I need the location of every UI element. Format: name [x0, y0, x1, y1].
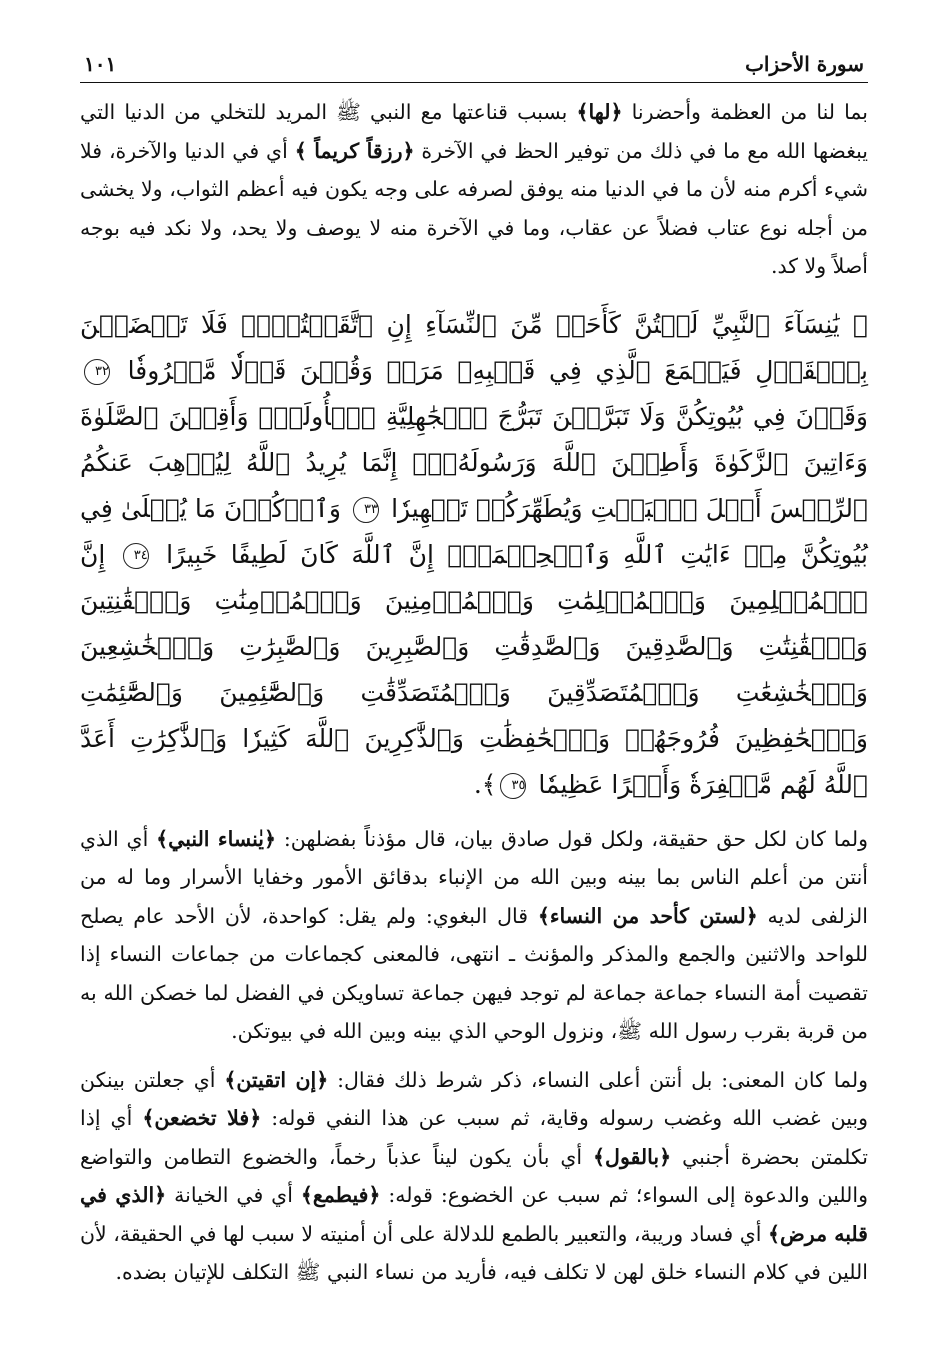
verse-text: وَقَرۡنَ فِي بُيُوتِكُنَّ وَلَا تَبَرَّجۡنَ تَبَرُّجَ ٱلۡجَٰهِلِيَّةِ ٱلۡأُولَىٰۖ وَأَقِمۡنَ ٱلصَّلَوٰةَ وَءَاتِينَ ٱلزَّكَوٰةَ وَأَطِعۡنَ ٱللَّهَ وَرَسُولَهُۥٓۚ إِنَّمَا يُرِيدُ ٱللَّهُ لِيُذۡهِبَ عَنكُمُ ٱلرِّجۡسَ أَهۡلَ ٱلۡبَيۡتِ وَيُطَهِّرَكُمۡ تَطۡهِيرٗا [80, 401, 869, 523]
text-run: أي في الدنيا والآخرة، فلا شيء أكرم منه لأن ما في الدنيا منه يوفق لصرفه على وجه يكون فيه أعظم الثواب، ولا يخشى من أجله نوع عتاب فضلاً عن عقاب، وما في الآخرة منه لا يوصف ولا يحد، ولا نكد فيه بوجه أصلاً ولا كد. [80, 138, 869, 278]
verse-text: وَٱذۡكُرۡنَ مَا يُتۡلَىٰ فِي بُيُوتِكُنَّ مِنۡ ءَايَٰتِ ٱللَّهِ وَٱلۡحِكۡمَةِۚ إِنَّ ٱللَّهَ كَانَ لَطِيفًا خَبِيرًا [80, 493, 868, 569]
verse-number-marker: ٣٥ [500, 773, 526, 799]
verse-number-marker: ٣٣ [353, 497, 379, 523]
page-number: ١٠١ [84, 52, 117, 76]
quran-quote: ﴿لستن كأحد من النساء﴾ [537, 903, 758, 928]
page-header [80, 52, 868, 83]
book-page [80, 52, 868, 1292]
text-run: أي فساد وريبة، والتعبير بالطمع للدلالة على أن أمنيته لا سبب لها في الحقيقة، لأن اللين في كلام النساء خلق لهن لا تكلف فيه، فأريد من نساء النبي ﷺ التكلف للإتيان بضده. [80, 1221, 868, 1284]
quran-quote: ﴿فيطمع﴾ [300, 1183, 381, 1207]
text-run: قال البغوي: ولم يقل: كواحدة، لأن الأحد عام يصلح للواحد والاثنين والجمع والمذكر والمؤنث ـ انتهى، فالمعنى كجماعات من جماعات النساء إذا تقصيت أمة النساء جماعة جماعة لم توجد فيهن جماعة تساويكن في الفضل لما خصكن الله به من قربة بقرب رسول الله ﷺ، ونزول الوحي الذي بينه وبين الله في بيوتكن. [80, 903, 868, 1043]
text-run: أي جعلتن بينكن وبين غضب الله وغضب رسوله وقاية، ثم سبب عن هذا النفي قوله: [80, 1067, 869, 1130]
quran-quote: ﴿يٰنساء النبي﴾ [156, 826, 277, 851]
verse-number-marker: ٣٢ [84, 359, 110, 385]
text-run: أي بأن يكون ليناً عذباً رخماً، والخضوع التطامن والتواضع واللين والدعوة إلى السواء؛ ثم سبب عن الخضوع: قوله: [80, 1144, 868, 1207]
quran-quote: ﴿إن اتقيتن﴾ [224, 1067, 329, 1092]
paragraph-commentary-3 [80, 1061, 868, 1292]
verse-close: ﴾. [473, 769, 497, 799]
verse-text: إِنَّ ٱلۡمُسۡلِمِينَ وَٱلۡمُسۡلِمَٰتِ وَٱلۡمُؤۡمِنِينَ وَٱلۡمُؤۡمِنَٰتِ وَٱلۡقَٰنِتِينَ وَٱلۡقَٰنِتَٰتِ وَٱلصَّٰدِقِينَ وَٱلصَّٰدِقَٰتِ وَٱلصَّٰبِرِينَ وَٱلصَّٰبِرَٰتِ وَٱلۡخَٰشِعِينَ وَٱلۡخَٰشِعَٰتِ وَٱلۡمُتَصَدِّقِينَ وَٱلۡمُتَصَدِّقَٰتِ وَٱلصَّٰٓئِمِينَ وَٱلصَّٰٓئِمَٰتِ وَٱلۡحَٰفِظِينَ فُرُوجَهُمۡ وَٱلۡحَٰفِظَٰتِ وَٱلذَّٰكِرِينَ ٱللَّهَ كَثِيرٗا وَٱلذَّٰكِرَٰتِ أَعَدَّ ٱللَّهُ لَهُم مَّغۡفِرَةٗ وَأَجۡرًا عَظِيمٗا [80, 539, 868, 799]
text-run: أي في الخيانة [166, 1183, 301, 1207]
quran-quote: ﴿بالقول﴾ [593, 1144, 672, 1169]
text-run: بسبب قناعتها مع النبي ﷺ المريد للتخلي من الدنيا التي يبغضها الله مع ما في ذلك من توفير الحظ في الآخرة [80, 100, 868, 163]
text-run: ولما كان المعنى: بل أنتن أعلى النساء، ذكر شرط ذلك فقال: [328, 1067, 868, 1092]
quran-quote: ﴿فلا تخضعن﴾ [142, 1106, 262, 1130]
verse-text: ﴿ يَٰنِسَآءَ ٱلنَّبِيِّ لَسۡتُنَّ كَأَحَدٖ مِّنَ ٱلنِّسَآءِ إِنِ ٱتَّقَيۡتُنَّۚ فَلَا تَخۡضَعۡنَ بِٱلۡقَوۡلِ فَيَطۡمَعَ ٱلَّذِي فِي قَلۡبِهِۦ مَرَضٞ وَقُلۡنَ قَوۡلٗا مَّعۡرُوفٗا [80, 309, 868, 385]
paragraph-commentary-1 [80, 93, 868, 286]
quran-quote: ﴿رزقاً كريماً ﴾ [294, 138, 415, 163]
verse-number-marker: ٣٤ [123, 543, 149, 569]
paragraph-commentary-2 [80, 820, 868, 1051]
quran-quote: ﴿الذي في قلبه مرض﴾ [80, 1183, 868, 1246]
text-run: أي الذي أنتن من أعلم الناس بما بينه وبين الله من الإنباء بدقائق الأمور وخفايا الأسرار وما له من الزلفى لديه [80, 826, 868, 928]
text-run: ولما كان لكل حق حقيقة، ولكل قول صادق بيان، قال مؤذناً بفضلهن: [276, 826, 868, 851]
text-run: أي إذا تكلمتن بحضرة أجنبي [80, 1106, 868, 1169]
text-run: بما لنا من العظمة وأحضرنا [622, 100, 868, 124]
surah-title: سورة الأحزاب [745, 52, 864, 76]
quran-quote: ﴿لها﴾ [576, 100, 623, 124]
quran-verses-block [80, 302, 868, 808]
